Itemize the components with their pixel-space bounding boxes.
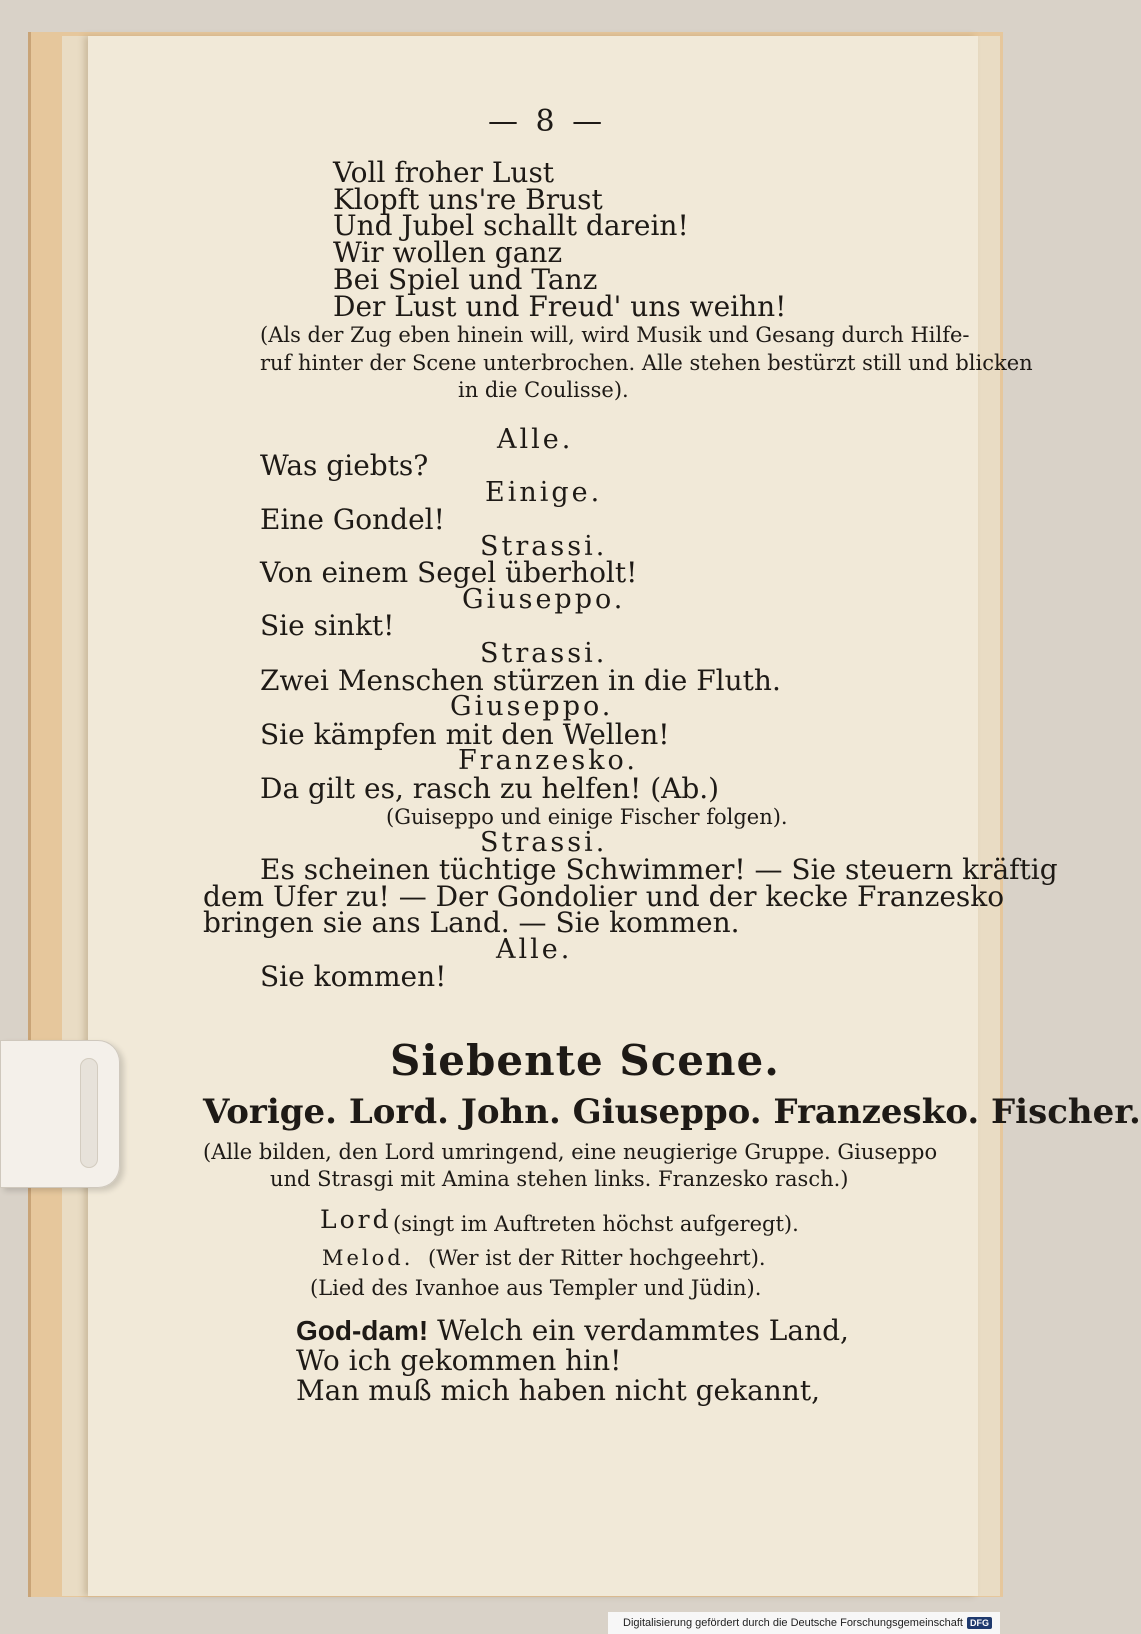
dialogue-line: dem Ufer zu! — Der Gondolier und der kecke Franzesko xyxy=(203,880,1005,913)
credit-text: Digitalisierung gefördert durch die Deutsche Forschungsgemeinschaft xyxy=(623,1617,963,1629)
speaker-name: Giuseppo. xyxy=(450,691,614,722)
stage-direction: und Strasgi mit Amina stehen links. Franzesko rasch.) xyxy=(270,1167,849,1191)
speaker-name: Einige. xyxy=(485,477,603,508)
verse-line: Und Jubel schallt darein! xyxy=(333,209,689,242)
song-first-word: God-dam! xyxy=(296,1315,429,1346)
verse-line: Klopft uns're Brust xyxy=(333,183,603,216)
dialogue-line: Zwei Menschen stürzen in die Fluth. xyxy=(260,664,781,697)
stage-direction: (singt im Auftreten höchst aufgeregt). xyxy=(393,1212,799,1236)
dialogue-line: Es scheinen tüchtige Schwimmer! — Sie steuern kräftig xyxy=(260,853,1058,886)
stage-direction: (Als der Zug eben hinein will, wird Musik und Gesang durch Hilfe- xyxy=(260,323,970,347)
verse-line: Wir wollen ganz xyxy=(333,236,563,269)
stage-direction: (Alle bilden, den Lord umringend, eine neugierige Gruppe. Giuseppo xyxy=(203,1140,938,1164)
dialogue-line: Eine Gondel! xyxy=(260,503,445,536)
speaker-name: Strassi. xyxy=(480,638,608,669)
dialogue-line: Sie sinkt! xyxy=(260,609,395,642)
speaker-name: Alle. xyxy=(496,934,573,965)
melody-source: (Lied des Ivanhoe aus Templer und Jüdin). xyxy=(310,1276,762,1300)
dialogue-line: Sie kommen! xyxy=(260,960,447,993)
dialogue-line: bringen sie ans Land. — Sie kommen. xyxy=(203,906,740,939)
digitization-credit xyxy=(608,1612,1000,1634)
stage-direction: in die Coulisse). xyxy=(458,378,629,402)
speaker-name: Strassi. xyxy=(480,531,608,562)
dfg-logo: DFG xyxy=(967,1617,992,1629)
dialogue-line: Da gilt es, rasch zu helfen! (Ab.) xyxy=(260,772,720,805)
scene-characters: Vorige. Lord. John. Giuseppo. Franzesko. Fischer. xyxy=(203,1092,1141,1132)
song-line: Man muß mich haben nicht gekannt, xyxy=(296,1374,820,1407)
speaker-name: Alle. xyxy=(497,424,574,455)
scene-title: Siebente Scene. xyxy=(390,1036,780,1085)
speaker-name: Franzesko. xyxy=(458,745,638,776)
melody-label: Melod. xyxy=(322,1246,414,1270)
song-line: Wo ich gekommen hin! xyxy=(296,1344,622,1377)
song-line xyxy=(296,1314,849,1347)
melody-title: (Wer ist der Ritter hochgeehrt). xyxy=(428,1246,766,1270)
song-line-rest: Welch ein verdammtes Land, xyxy=(428,1314,849,1347)
dialogue-line: Sie kämpfen mit den Wellen! xyxy=(260,718,670,751)
speaker-name: Strassi. xyxy=(480,827,608,858)
speaker-name: Lord xyxy=(320,1205,392,1234)
stage-direction: ruf hinter der Scene unterbrochen. Alle stehen bestürzt still und blicken xyxy=(260,351,1033,375)
verse-line: Voll froher Lust xyxy=(333,156,555,189)
page-number: — 8 — xyxy=(488,104,607,139)
dialogue-line: Von einem Segel überholt! xyxy=(260,556,638,589)
dialogue-line: Was giebts? xyxy=(260,449,429,482)
speaker-name: Giuseppo. xyxy=(462,584,626,615)
verse-line: Bei Spiel und Tanz xyxy=(333,263,598,296)
stage-direction: (Guiseppo und einige Fischer folgen). xyxy=(386,805,788,829)
verse-line: Der Lust und Freud' uns weihn! xyxy=(333,290,787,323)
